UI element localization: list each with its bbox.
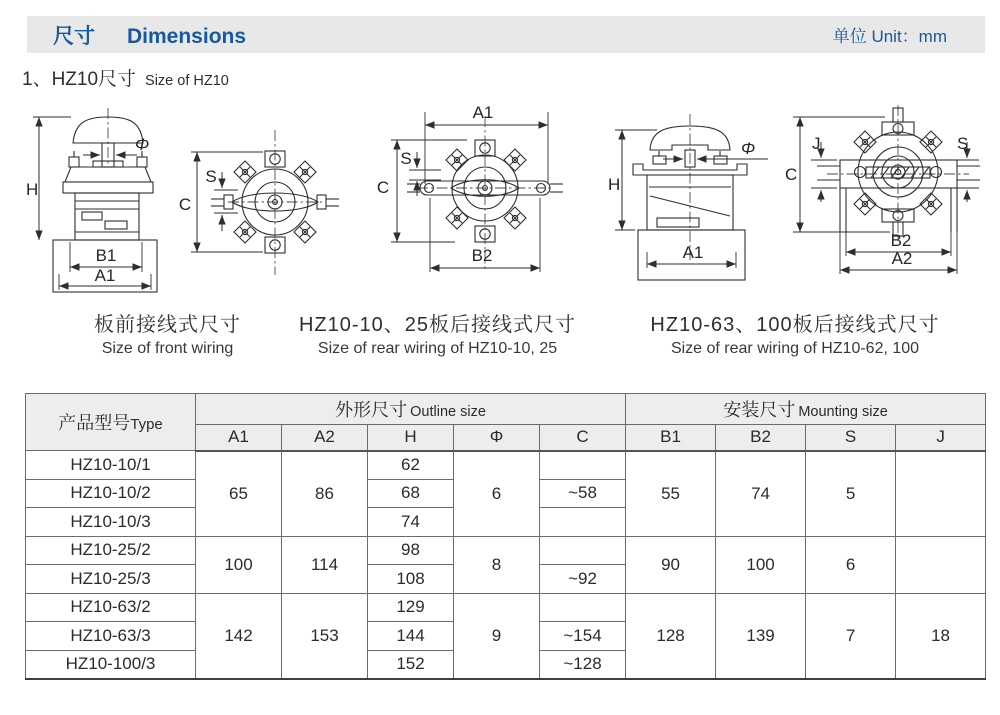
col-header-h: H: [368, 425, 454, 451]
cell-h: 144: [368, 622, 454, 651]
figure-front-wiring: [25, 100, 355, 305]
header-title: [53, 20, 246, 50]
header-title-zh: 尺寸: [53, 24, 95, 48]
subsection-title-en: Size of HZ10: [145, 73, 229, 89]
cell-b1: 55: [626, 451, 716, 537]
cell-a1: 65: [196, 451, 282, 537]
col-header-b2: B2: [716, 425, 806, 451]
cell-a2: 114: [282, 536, 368, 593]
cell-j: [896, 536, 986, 593]
cell-phi: 9: [454, 593, 540, 679]
cell-a1: 100: [196, 536, 282, 593]
caption-en: Size of rear wiring of HZ10-62, 100: [670, 340, 920, 357]
cell-a1: 142: [196, 593, 282, 679]
dim-label-s: S: [957, 134, 969, 153]
section-header-bar: [27, 16, 985, 53]
caption-en: Size of front wiring: [101, 340, 234, 357]
cell-a2: 153: [282, 593, 368, 679]
unit-label: 单位 Unit：mm: [832, 27, 947, 46]
dim-label-h: H: [608, 175, 621, 194]
cell-h: 108: [368, 565, 454, 594]
dim-label-c: C: [376, 178, 390, 197]
table-row: [26, 593, 986, 622]
dim-label-b1: B1: [95, 246, 117, 265]
table-row: [26, 451, 986, 480]
cell-c: ~128: [540, 650, 626, 679]
col-header-c: C: [540, 425, 626, 451]
cell-type: HZ10-25/3: [26, 565, 196, 594]
cell-c: [540, 536, 626, 565]
cell-phi: 8: [454, 536, 540, 593]
cell-b2: 139: [716, 593, 806, 679]
cell-a2: 86: [282, 451, 368, 537]
header-title-en: Dimensions: [127, 24, 247, 48]
dim-label-b2: B2: [471, 246, 493, 265]
cell-type: HZ10-10/2: [26, 479, 196, 508]
caption-en: Size of rear wiring of HZ10-10, 25: [317, 340, 558, 357]
dim-label-c: C: [785, 165, 798, 184]
subsection-title: [22, 64, 229, 91]
cell-s: 5: [806, 451, 896, 537]
cell-type: HZ10-63/2: [26, 593, 196, 622]
cell-c: ~58: [540, 479, 626, 508]
cell-b1: 90: [626, 536, 716, 593]
col-header-a1: A1: [196, 425, 282, 451]
dim-label-s: S: [400, 149, 412, 168]
cell-c: ~92: [540, 565, 626, 594]
col-header-a2: A2: [282, 425, 368, 451]
table-row: [26, 536, 986, 565]
cell-h: 98: [368, 536, 454, 565]
cell-phi: 6: [454, 451, 540, 537]
dim-label-a1: A1: [682, 243, 704, 262]
cell-j: [896, 451, 986, 537]
cell-type: HZ10-63/3: [26, 622, 196, 651]
dim-label-s: S: [205, 167, 217, 186]
dim-label-phi: Φ: [135, 135, 150, 154]
cell-h: 152: [368, 650, 454, 679]
caption-zh: HZ10-63、100板后接线式尺寸: [650, 314, 940, 336]
col-header-b1: B1: [626, 425, 716, 451]
cell-h: 129: [368, 593, 454, 622]
cell-type: HZ10-10/1: [26, 451, 196, 480]
cell-j: 18: [896, 593, 986, 679]
subsection-title-zh: 1、HZ10尺寸: [22, 69, 137, 90]
cell-b1: 128: [626, 593, 716, 679]
cell-s: 6: [806, 536, 896, 593]
dim-label-a2: A2: [891, 249, 913, 268]
dim-label-h: H: [26, 180, 39, 199]
caption-zh: HZ10-10、25板后接线式尺寸: [298, 314, 577, 336]
dim-label-j: J: [812, 134, 821, 153]
group-header-mounting: 安装尺寸 Mounting size: [626, 394, 986, 425]
figure-rear-wiring-63-100: [605, 100, 995, 305]
col-header-s: S: [806, 425, 896, 451]
cell-b2: 100: [716, 536, 806, 593]
dimensions-table: [25, 393, 986, 680]
cell-h: 74: [368, 508, 454, 537]
dim-label-b2: B2: [890, 231, 912, 250]
caption-rear-wiring-10-25: [285, 308, 590, 358]
cell-s: 7: [806, 593, 896, 679]
col-header-phi: Φ: [454, 425, 540, 451]
dim-label-a1: A1: [94, 266, 116, 285]
dim-label-phi: Φ: [741, 139, 756, 158]
group-header-outline: 外形尺寸 Outline size: [196, 394, 626, 425]
cell-type: HZ10-10/3: [26, 508, 196, 537]
cell-h: 68: [368, 479, 454, 508]
cell-b2: 74: [716, 451, 806, 537]
cell-h: 62: [368, 451, 454, 480]
cell-c: ~154: [540, 622, 626, 651]
cell-type: HZ10-25/2: [26, 536, 196, 565]
caption-zh: 板前接线式尺寸: [94, 314, 241, 336]
col-header-j: J: [896, 425, 986, 451]
cell-c: [540, 593, 626, 622]
col-header-type: 产品型号Type: [26, 394, 196, 451]
caption-rear-wiring-63-100: [640, 308, 950, 358]
switch-rear-view-2: [817, 108, 980, 236]
cell-c: [540, 451, 626, 480]
caption-front-wiring: [30, 308, 305, 358]
dim-label-a1: A1: [472, 103, 494, 122]
cell-type: HZ10-100/3: [26, 650, 196, 679]
dim-label-c: C: [178, 195, 192, 214]
cell-c: [540, 508, 626, 537]
